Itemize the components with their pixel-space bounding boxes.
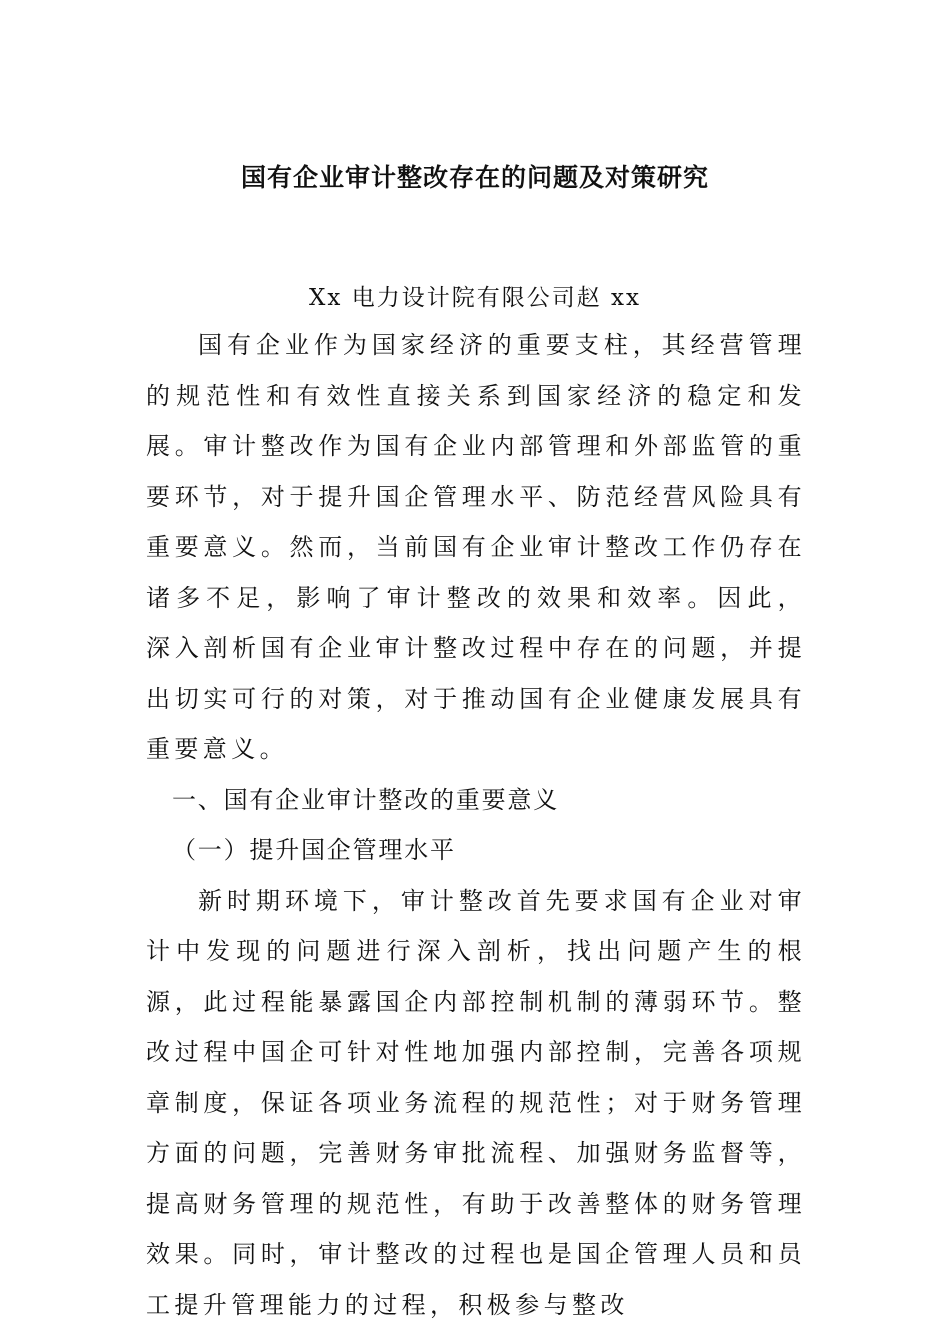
subsection-paragraph: 新时期环境下，审计整改首先要求国有企业对审计中发现的问题进行深入剖析，找出问题产生的根源，此过程能暴露国企内部控制机制的薄弱环节。整改过程中国企可针对性地加强内部控制，完善各项规章制度，保证各项业务流程的规范性；对于财务管理方面的问题，完善财务审批流程、加强财务监督等， 提高财务管理的规范性，有助于改善整体的财务管理效果。同时，审计整改的过程也是国企管理人员和员工提升管理能力的过程，积极参与整改 [146,886,806,1319]
intro-paragraph: 国有企业作为国家经济的重要支柱，其经营管理的规范性和有效性直接关系到国家经济的稳定和发展。审计整改作为国有企业内部管理和外部监管的重要环节，对于提升国企管理水平、防范经营风险具有重要意义。然而，当前国有企业审计整改工作仍存在诸多不足，影响了审计整改的效果和效率。因此， 深入剖析国有企业审计整改过程中存在的问题，并提出切实可行的对策，对于推动国有企业健康发展具有重要意义。 [146,331,806,763]
author-line: Xx 电力设计院有限公司赵 xx [309,285,641,311]
subsection-heading: （一）提升国企管理水平 [172,836,456,864]
document-body [146,320,806,1330]
document-title: 国有企业审计整改存在的问题及对策研究 [240,163,709,192]
section-heading: 一、国有企业审计整改的重要意义 [172,785,559,814]
